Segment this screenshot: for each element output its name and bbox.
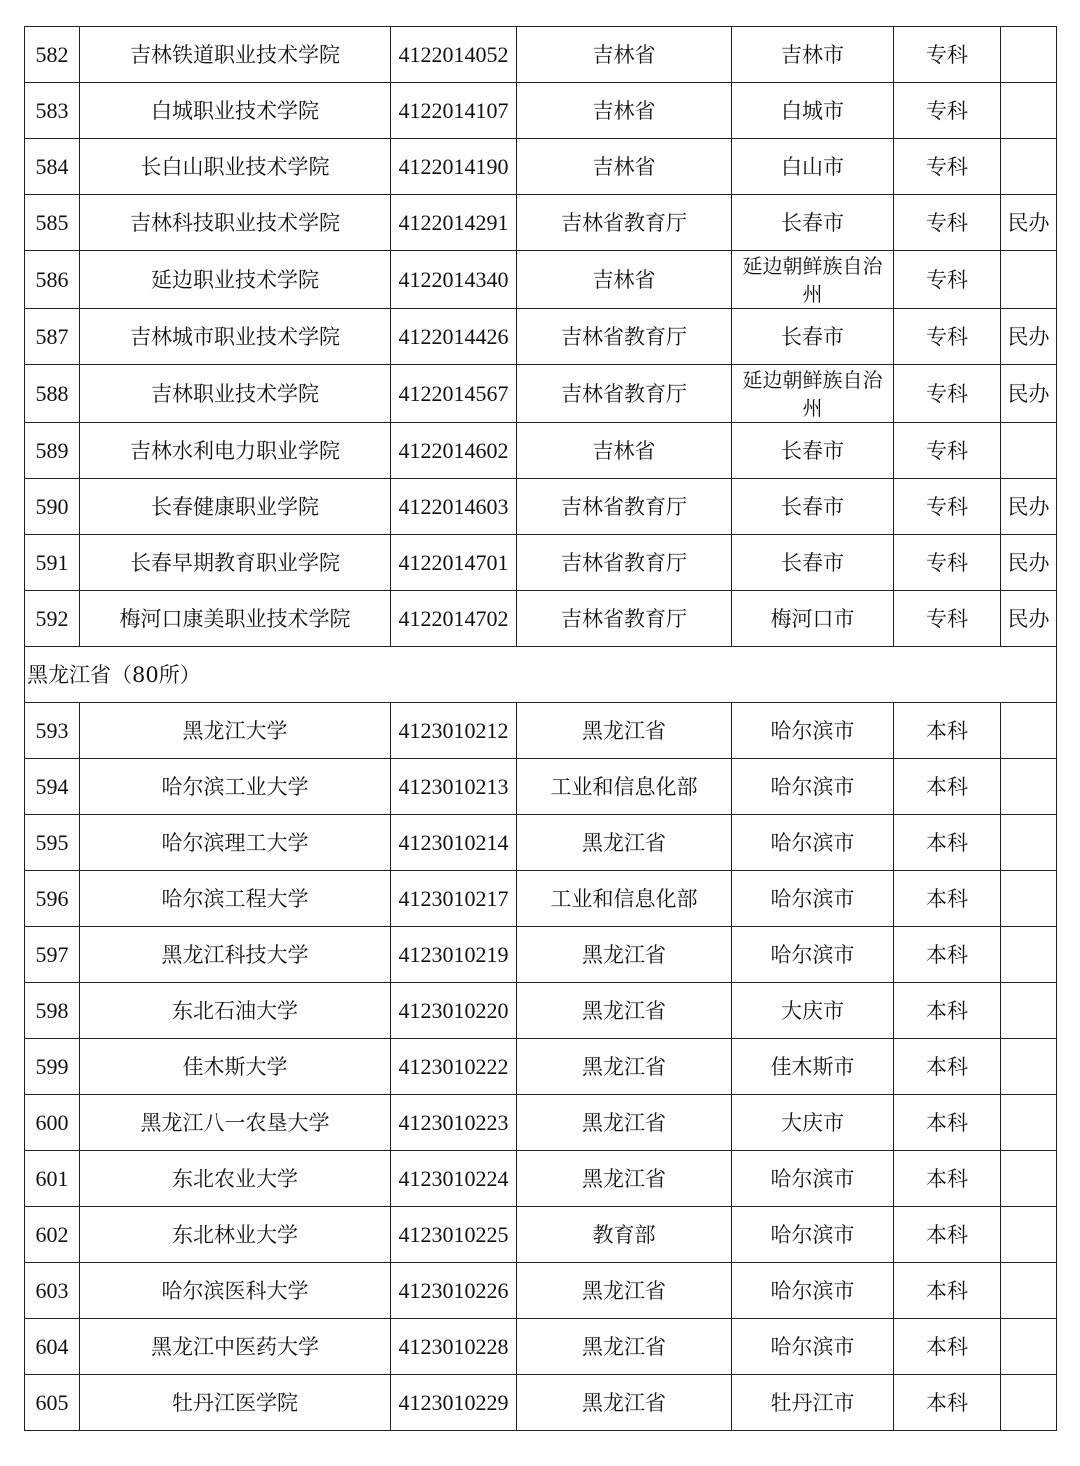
institution-name: 吉林城市职业技术学院: [80, 309, 391, 365]
location-city: 哈尔滨市: [732, 1207, 894, 1263]
institution-code: 4123010225: [391, 1207, 517, 1263]
institution-code: 4122014190: [391, 139, 517, 195]
remark: 民办: [1001, 309, 1057, 365]
supervising-department: 吉林省: [517, 27, 732, 83]
remark: 民办: [1001, 591, 1057, 647]
remark: [1001, 27, 1057, 83]
institution-code: 4122014052: [391, 27, 517, 83]
location-city: 长春市: [732, 479, 894, 535]
institution-code: 4122014107: [391, 83, 517, 139]
table-row: [25, 1263, 1057, 1319]
row-number: 584: [25, 139, 80, 195]
row-number: 589: [25, 423, 80, 479]
institution-name: 吉林铁道职业技术学院: [80, 27, 391, 83]
institution-name: 长春健康职业学院: [80, 479, 391, 535]
row-number: 595: [25, 815, 80, 871]
education-level: 本科: [894, 1319, 1001, 1375]
institution-name: 吉林水利电力职业学院: [80, 423, 391, 479]
institution-code: 4123010226: [391, 1263, 517, 1319]
institution-code: 4122014567: [391, 365, 517, 423]
table-row: [25, 703, 1057, 759]
table-row: [25, 1207, 1057, 1263]
supervising-department: 吉林省教育厅: [517, 535, 732, 591]
table-row: [25, 1375, 1057, 1431]
location-city: 大庆市: [732, 1095, 894, 1151]
education-level: 专科: [894, 195, 1001, 251]
row-number: 591: [25, 535, 80, 591]
supervising-department: 黑龙江省: [517, 1151, 732, 1207]
education-level: 本科: [894, 1375, 1001, 1431]
row-number: 594: [25, 759, 80, 815]
supervising-department: 吉林省: [517, 251, 732, 309]
education-level: 本科: [894, 871, 1001, 927]
remark: [1001, 1039, 1057, 1095]
supervising-department: 黑龙江省: [517, 927, 732, 983]
remark: [1001, 83, 1057, 139]
row-number: 582: [25, 27, 80, 83]
table-row: [25, 591, 1057, 647]
institution-name: 延边职业技术学院: [80, 251, 391, 309]
supervising-department: 黑龙江省: [517, 983, 732, 1039]
location-city: 白城市: [732, 83, 894, 139]
location-city: 牡丹江市: [732, 1375, 894, 1431]
supervising-department: 吉林省: [517, 423, 732, 479]
table-row: [25, 309, 1057, 365]
row-number: 596: [25, 871, 80, 927]
institution-name: 哈尔滨工业大学: [80, 759, 391, 815]
university-table: [24, 26, 1057, 1431]
location-city: 吉林市: [732, 27, 894, 83]
education-level: 专科: [894, 83, 1001, 139]
institution-name: 黑龙江大学: [80, 703, 391, 759]
row-number: 587: [25, 309, 80, 365]
table-row: [25, 815, 1057, 871]
remark: [1001, 251, 1057, 309]
institution-code: 4123010217: [391, 871, 517, 927]
table-row: [25, 1095, 1057, 1151]
remark: [1001, 139, 1057, 195]
supervising-department: 黑龙江省: [517, 1375, 732, 1431]
education-level: 本科: [894, 1039, 1001, 1095]
education-level: 本科: [894, 703, 1001, 759]
row-number: 604: [25, 1319, 80, 1375]
institution-name: 东北农业大学: [80, 1151, 391, 1207]
supervising-department: 工业和信息化部: [517, 871, 732, 927]
supervising-department: 吉林省: [517, 139, 732, 195]
supervising-department: 黑龙江省: [517, 1039, 732, 1095]
institution-name: 东北林业大学: [80, 1207, 391, 1263]
education-level: 专科: [894, 365, 1001, 423]
education-level: 本科: [894, 1207, 1001, 1263]
supervising-department: 吉林省教育厅: [517, 309, 732, 365]
institution-code: 4122014426: [391, 309, 517, 365]
row-number: 602: [25, 1207, 80, 1263]
location-city: 哈尔滨市: [732, 927, 894, 983]
table-row: [25, 927, 1057, 983]
table-body-heilongjiang: [25, 703, 1057, 1431]
education-level: 本科: [894, 983, 1001, 1039]
table-row: [25, 139, 1057, 195]
row-number: 598: [25, 983, 80, 1039]
institution-code: 4123010213: [391, 759, 517, 815]
location-city: 哈尔滨市: [732, 759, 894, 815]
institution-name: 黑龙江科技大学: [80, 927, 391, 983]
remark: [1001, 927, 1057, 983]
table-row: [25, 1151, 1057, 1207]
supervising-department: 教育部: [517, 1207, 732, 1263]
institution-name: 牡丹江医学院: [80, 1375, 391, 1431]
row-number: 590: [25, 479, 80, 535]
table-row: [25, 83, 1057, 139]
education-level: 专科: [894, 479, 1001, 535]
section-header: 黑龙江省（80所）: [25, 647, 1057, 703]
institution-name: 梅河口康美职业技术学院: [80, 591, 391, 647]
remark: [1001, 983, 1057, 1039]
remark: [1001, 1263, 1057, 1319]
table-row: [25, 479, 1057, 535]
institution-code: 4123010222: [391, 1039, 517, 1095]
institution-name: 长春早期教育职业学院: [80, 535, 391, 591]
row-number: 601: [25, 1151, 80, 1207]
table-row: [25, 365, 1057, 423]
institution-name: 哈尔滨理工大学: [80, 815, 391, 871]
table-row: [25, 1039, 1057, 1095]
table-row: [25, 1319, 1057, 1375]
education-level: 本科: [894, 1151, 1001, 1207]
institution-code: 4123010219: [391, 927, 517, 983]
remark: [1001, 1095, 1057, 1151]
institution-code: 4122014340: [391, 251, 517, 309]
location-city: 哈尔滨市: [732, 1319, 894, 1375]
supervising-department: 吉林省教育厅: [517, 479, 732, 535]
location-city: 哈尔滨市: [732, 1263, 894, 1319]
location-city: 长春市: [732, 423, 894, 479]
location-city: 哈尔滨市: [732, 703, 894, 759]
location-city: 长春市: [732, 309, 894, 365]
row-number: 605: [25, 1375, 80, 1431]
location-city: 梅河口市: [732, 591, 894, 647]
row-number: 603: [25, 1263, 80, 1319]
education-level: 专科: [894, 591, 1001, 647]
table-row: [25, 423, 1057, 479]
remark: [1001, 1151, 1057, 1207]
supervising-department: 工业和信息化部: [517, 759, 732, 815]
row-number: 586: [25, 251, 80, 309]
location-city: 白山市: [732, 139, 894, 195]
institution-name: 哈尔滨工程大学: [80, 871, 391, 927]
row-number: 588: [25, 365, 80, 423]
institution-code: 4123010214: [391, 815, 517, 871]
remark: 民办: [1001, 195, 1057, 251]
table-row: [25, 983, 1057, 1039]
institution-code: 4123010223: [391, 1095, 517, 1151]
row-number: 583: [25, 83, 80, 139]
location-city: 佳木斯市: [732, 1039, 894, 1095]
education-level: 专科: [894, 139, 1001, 195]
education-level: 本科: [894, 759, 1001, 815]
remark: 民办: [1001, 479, 1057, 535]
remark: [1001, 423, 1057, 479]
supervising-department: 吉林省教育厅: [517, 365, 732, 423]
institution-name: 吉林科技职业技术学院: [80, 195, 391, 251]
location-city: 哈尔滨市: [732, 871, 894, 927]
supervising-department: 黑龙江省: [517, 1095, 732, 1151]
table-row: [25, 759, 1057, 815]
location-city: 长春市: [732, 195, 894, 251]
table-row: [25, 871, 1057, 927]
location-city: 哈尔滨市: [732, 815, 894, 871]
table-row: [25, 535, 1057, 591]
location-city: 大庆市: [732, 983, 894, 1039]
remark: [1001, 815, 1057, 871]
education-level: 专科: [894, 535, 1001, 591]
institution-code: 4122014291: [391, 195, 517, 251]
location-city: 延边朝鲜族自治州: [732, 365, 894, 423]
institution-name: 长白山职业技术学院: [80, 139, 391, 195]
institution-name: 白城职业技术学院: [80, 83, 391, 139]
institution-name: 佳木斯大学: [80, 1039, 391, 1095]
location-city: 哈尔滨市: [732, 1151, 894, 1207]
row-number: 599: [25, 1039, 80, 1095]
table-body-jilin: [25, 27, 1057, 647]
supervising-department: 吉林省教育厅: [517, 591, 732, 647]
row-number: 597: [25, 927, 80, 983]
institution-code: 4122014602: [391, 423, 517, 479]
table-row: [25, 195, 1057, 251]
supervising-department: 黑龙江省: [517, 815, 732, 871]
remark: [1001, 703, 1057, 759]
institution-code: 4123010229: [391, 1375, 517, 1431]
remark: 民办: [1001, 365, 1057, 423]
location-city: 延边朝鲜族自治州: [732, 251, 894, 309]
education-level: 本科: [894, 1095, 1001, 1151]
remark: 民办: [1001, 535, 1057, 591]
institution-name: 吉林职业技术学院: [80, 365, 391, 423]
institution-code: 4122014603: [391, 479, 517, 535]
institution-code: 4123010212: [391, 703, 517, 759]
institution-code: 4123010220: [391, 983, 517, 1039]
supervising-department: 黑龙江省: [517, 1263, 732, 1319]
institution-name: 哈尔滨医科大学: [80, 1263, 391, 1319]
education-level: 专科: [894, 423, 1001, 479]
institution-name: 黑龙江中医药大学: [80, 1319, 391, 1375]
row-number: 585: [25, 195, 80, 251]
education-level: 本科: [894, 1263, 1001, 1319]
institution-name: 东北石油大学: [80, 983, 391, 1039]
education-level: 本科: [894, 815, 1001, 871]
supervising-department: 黑龙江省: [517, 703, 732, 759]
row-number: 593: [25, 703, 80, 759]
table-section-heilongjiang: [25, 647, 1057, 703]
education-level: 本科: [894, 927, 1001, 983]
institution-code: 4123010228: [391, 1319, 517, 1375]
remark: [1001, 871, 1057, 927]
remark: [1001, 1207, 1057, 1263]
supervising-department: 黑龙江省: [517, 1319, 732, 1375]
education-level: 专科: [894, 309, 1001, 365]
supervising-department: 吉林省: [517, 83, 732, 139]
institution-code: 4123010224: [391, 1151, 517, 1207]
remark: [1001, 1319, 1057, 1375]
institution-name: 黑龙江八一农垦大学: [80, 1095, 391, 1151]
supervising-department: 吉林省教育厅: [517, 195, 732, 251]
row-number: 600: [25, 1095, 80, 1151]
remark: [1001, 759, 1057, 815]
table-row: [25, 27, 1057, 83]
section-header-row: [25, 647, 1057, 703]
location-city: 长春市: [732, 535, 894, 591]
row-number: 592: [25, 591, 80, 647]
education-level: 专科: [894, 251, 1001, 309]
table-row: [25, 251, 1057, 309]
institution-code: 4122014702: [391, 591, 517, 647]
institution-code: 4122014701: [391, 535, 517, 591]
education-level: 专科: [894, 27, 1001, 83]
remark: [1001, 1375, 1057, 1431]
